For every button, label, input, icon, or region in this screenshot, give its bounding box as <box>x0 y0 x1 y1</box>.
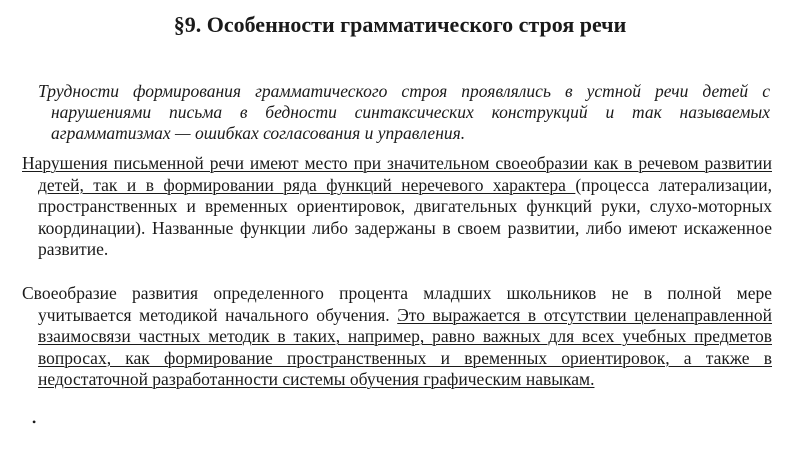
slide-title: §9. Особенности грамматического строя речи <box>173 12 627 37</box>
plain-text: (процесса латерализации, пространственных и временных ориентировок, двигательных функций руки, слухо-моторных координации). Названные функции либо задержаны в своем развитии, либо имеют искаженное развитие. <box>38 174 772 259</box>
paragraph-writing-disorders <box>22 153 772 261</box>
plain-text: Своеобразие развития определенного процента младших школьников не в полной мере учитывается методикой начального обучения. <box>22 283 772 325</box>
intro-paragraph: Трудности формирования грамматического строя проявлялись в устной речи детей с нарушениями письма в бедности синтаксических конструкций и так называемых аграмматизмах — ошибках согласования и управления. <box>38 81 770 143</box>
paragraph-teaching-methods <box>22 283 772 391</box>
empty-bullet: • <box>32 415 37 429</box>
underlined-text: Это выражается в отсутствии целенаправленной взаимосвязи частных методик в таких, например, равно важных для всех учебных предметов вопросах, как формирование пространственных и временных ориентировок, а также в недостаточной разработанности системы обучения графическим навыкам. <box>38 304 772 389</box>
underlined-text: Нарушения письменной речи имеют место при значительном своеобразии как в речевом развитии детей, так и в формировании ряда функций неречевого характера <box>22 153 772 195</box>
